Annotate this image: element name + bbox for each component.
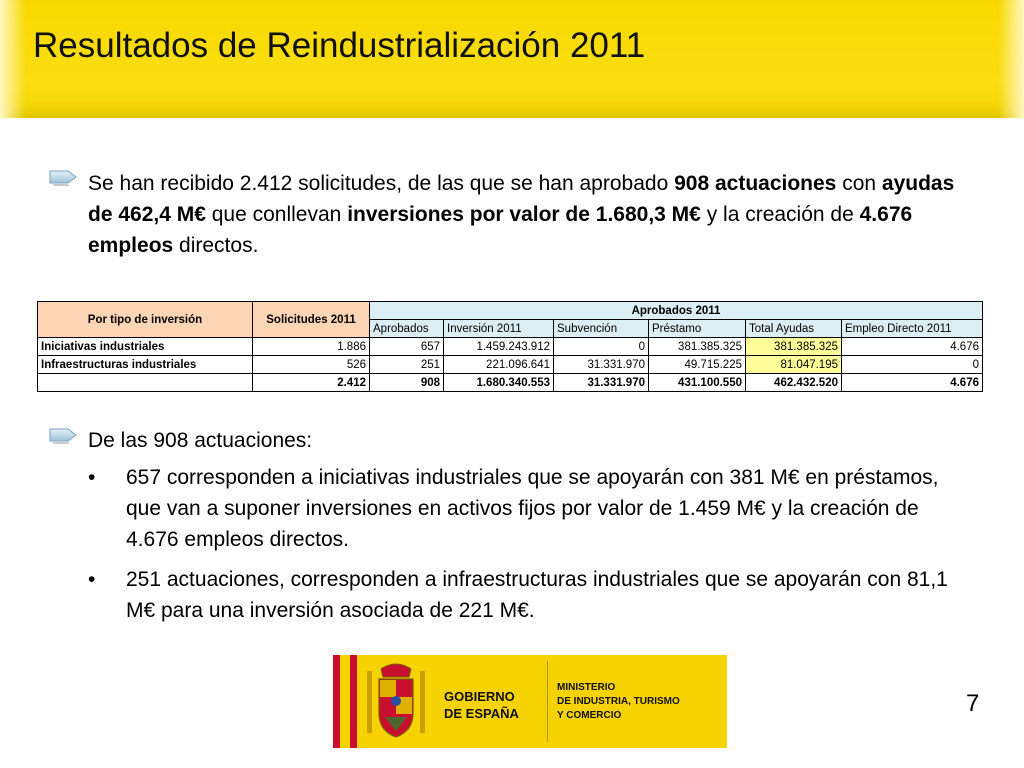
arrow-bullet-icon bbox=[48, 424, 78, 446]
banner-edge-left bbox=[0, 0, 26, 118]
total-prestamo: 431.100.550 bbox=[649, 374, 746, 392]
cell-empleo: 4.676 bbox=[842, 338, 983, 356]
banner-edge-right bbox=[998, 0, 1024, 118]
actuaciones-intro: De las 908 actuaciones: bbox=[88, 429, 313, 452]
row-label: Infraestructuras industriales bbox=[38, 356, 253, 374]
table-row bbox=[38, 338, 983, 356]
header-solicitudes: Solicitudes 2011 bbox=[253, 302, 370, 338]
flag-stripe-icon bbox=[333, 655, 357, 748]
cell-subvencion: 0 bbox=[554, 338, 649, 356]
summary-text-1: Se han recibido 2.412 solicitudes, de las que se han aprobado bbox=[88, 172, 675, 195]
cell-empleo: 0 bbox=[842, 356, 983, 374]
header-tipo-inversion: Por tipo de inversión bbox=[38, 302, 253, 338]
summary-bold-inversiones: inversiones por valor de 1.680,3 M€ bbox=[347, 203, 701, 226]
title-banner bbox=[0, 0, 1024, 118]
bullet-dot: • bbox=[88, 466, 96, 489]
cell-prestamo: 49.715.225 bbox=[649, 356, 746, 374]
cell-inversion: 221.096.641 bbox=[444, 356, 554, 374]
arrow-bullet-icon bbox=[48, 166, 78, 188]
ministerio-line-3: Y COMERCIO bbox=[557, 710, 622, 721]
gobierno-logo bbox=[333, 655, 727, 748]
summary-bold-actuaciones: 908 actuaciones bbox=[674, 172, 837, 195]
summary-text-5: directos. bbox=[173, 234, 259, 257]
subheader-subvencion: Subvención bbox=[554, 320, 649, 338]
gobierno-label bbox=[444, 688, 519, 722]
gobierno-line-1: GOBIERNO bbox=[444, 689, 515, 704]
header-aprobados-group: Aprobados 2011 bbox=[370, 302, 983, 320]
totals-label-empty bbox=[38, 374, 253, 392]
table-row bbox=[38, 356, 983, 374]
summary-text-4: y la creación de bbox=[700, 203, 860, 226]
page-title: Resultados de Reindustrialización 2011 bbox=[33, 26, 646, 65]
summary-text-3: que conllevan bbox=[205, 203, 348, 226]
gobierno-line-2: DE ESPAÑA bbox=[444, 706, 519, 721]
coat-of-arms-icon bbox=[363, 661, 429, 743]
cell-prestamo: 381.385.325 bbox=[649, 338, 746, 356]
total-empleo: 4.676 bbox=[842, 374, 983, 392]
summary-bold-ayudas: ayudas de 462,4 M€ bbox=[88, 172, 955, 226]
subheader-empleo: Empleo Directo 2011 bbox=[842, 320, 983, 338]
results-table bbox=[37, 301, 983, 392]
subheader-prestamo: Préstamo bbox=[649, 320, 746, 338]
cell-solicitudes: 1.886 bbox=[253, 338, 370, 356]
summary-bold-empleos: 4.676 empleos bbox=[88, 203, 913, 257]
ministerio-line-1: MINISTERIO bbox=[557, 682, 616, 693]
bullet-dot: • bbox=[88, 568, 96, 591]
row-label: Iniciativas industriales bbox=[38, 338, 253, 356]
total-aprobados: 908 bbox=[370, 374, 444, 392]
cell-inversion: 1.459.243.912 bbox=[444, 338, 554, 356]
subheader-inversion: Inversión 2011 bbox=[444, 320, 554, 338]
total-solicitudes: 2.412 bbox=[253, 374, 370, 392]
summary-paragraph bbox=[88, 168, 978, 261]
cell-aprobados: 251 bbox=[370, 356, 444, 374]
totals-row bbox=[38, 374, 983, 392]
total-ayudas: 462.432.520 bbox=[746, 374, 842, 392]
logo-divider bbox=[547, 661, 548, 742]
bullet-infraestructuras: 251 actuaciones, corresponden a infraestructuras industriales que se apoyarán con 81,1 M€ para una inversión asociada de 221 M€. bbox=[126, 568, 948, 622]
total-subvencion: 31.331.970 bbox=[554, 374, 649, 392]
cell-subvencion: 31.331.970 bbox=[554, 356, 649, 374]
subheader-aprobados: Aprobados bbox=[370, 320, 444, 338]
cell-aprobados: 657 bbox=[370, 338, 444, 356]
summary-text-2: con bbox=[836, 172, 882, 195]
cell-solicitudes: 526 bbox=[253, 356, 370, 374]
ministerio-label bbox=[557, 681, 680, 723]
cell-total-ayudas: 381.385.325 bbox=[746, 338, 842, 356]
bullet-iniciativas: 657 corresponden a iniciativas industriales que se apoyarán con 381 M€ en préstamos, que van a suponer inversiones en activos fijos por valor de 1.459 M€ y la creación de 4.676 empleos directos. bbox=[126, 466, 939, 551]
total-inversion: 1.680.340.553 bbox=[444, 374, 554, 392]
ministerio-line-2: DE INDUSTRIA, TURISMO bbox=[557, 696, 680, 707]
page-number: 7 bbox=[966, 690, 980, 717]
cell-total-ayudas: 81.047.195 bbox=[746, 356, 842, 374]
subheader-total-ayudas: Total Ayudas bbox=[746, 320, 842, 338]
